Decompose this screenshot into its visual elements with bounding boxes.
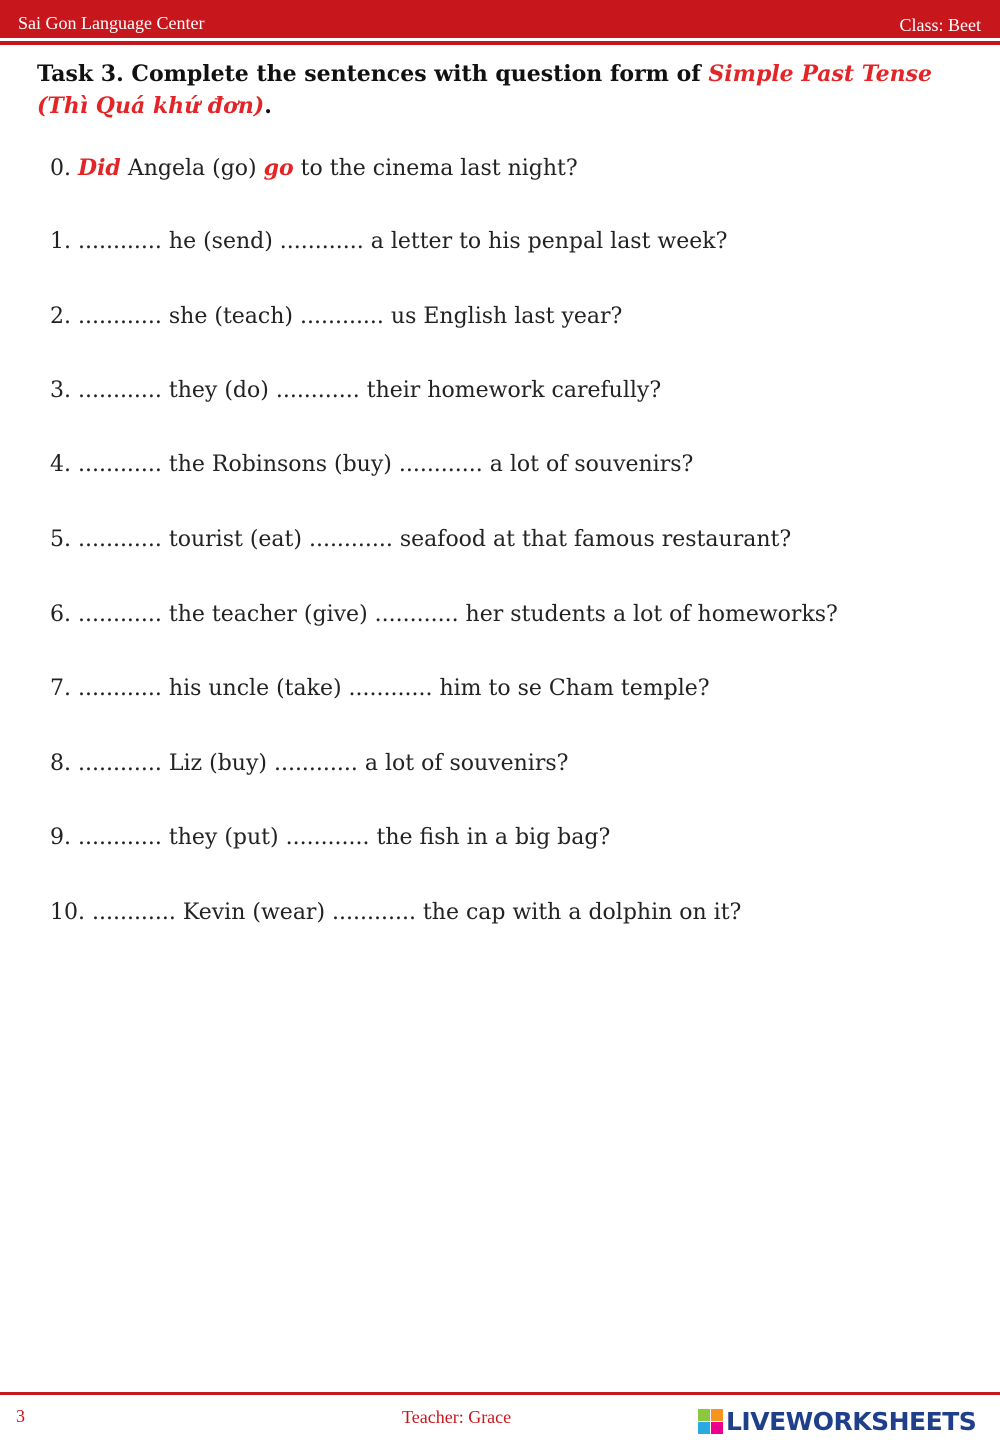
class-name: Class: Beet	[899, 15, 981, 35]
liveworksheets-brand[interactable]	[698, 1406, 976, 1436]
liveworksheets-logo-icon	[698, 1409, 723, 1434]
header-divider	[0, 41, 1000, 45]
logo-square-2	[711, 1409, 723, 1421]
question-7: 7. ............ his uncle (take) ............ him to se Cham temple?	[50, 676, 710, 701]
example-middle: Angela (go)	[120, 156, 264, 181]
question-5: 5. ............ tourist (eat) ............ seafood at that famous restaurant?	[50, 527, 792, 552]
logo-square-1	[698, 1409, 710, 1421]
center-name: Sai Gon Language Center	[18, 13, 205, 33]
logo-square-3	[698, 1422, 710, 1434]
teacher-name: Teacher: Grace	[402, 1407, 512, 1427]
question-3: 3. ............ they (do) ............ their homework carefully?	[50, 378, 662, 403]
logo-square-4	[711, 1422, 723, 1434]
footer-divider	[0, 1392, 1000, 1395]
example-number: 0.	[50, 156, 71, 181]
task-title-suffix: .	[264, 93, 272, 119]
question-2: 2. ............ she (teach) ............ us English last year?	[50, 304, 623, 329]
task-title-highlight: Simple Past Tense (Thì Quá khứ đơn)	[37, 61, 932, 119]
question-1: 1. ............ he (send) ............ a letter to his penpal last week?	[50, 229, 728, 254]
page-number: 3	[16, 1406, 25, 1426]
example-end: to the cinema last night?	[293, 156, 578, 181]
example-answer-2: go	[263, 155, 294, 181]
brand-text: LIVEWORKSHEETS	[726, 1406, 977, 1436]
question-8: 8. ............ Liz (buy) ............ a lot of souvenirs?	[50, 751, 569, 776]
question-4: 4. ............ the Robinsons (buy) ............ a lot of souvenirs?	[50, 452, 694, 477]
task-title-prefix: Task 3. Complete the sentences with question form of	[37, 61, 709, 87]
question-10: 10. ............ Kevin (wear) ............ the cap with a dolphin on it?	[50, 900, 742, 925]
question-6: 6. ............ the teacher (give) ............ her students a lot of homeworks?	[50, 602, 838, 627]
example-answer-1: Did	[78, 155, 121, 181]
question-9: 9. ............ they (put) ............ the fish in a big bag?	[50, 825, 611, 850]
example-sentence	[50, 155, 578, 181]
task-title	[37, 58, 967, 122]
